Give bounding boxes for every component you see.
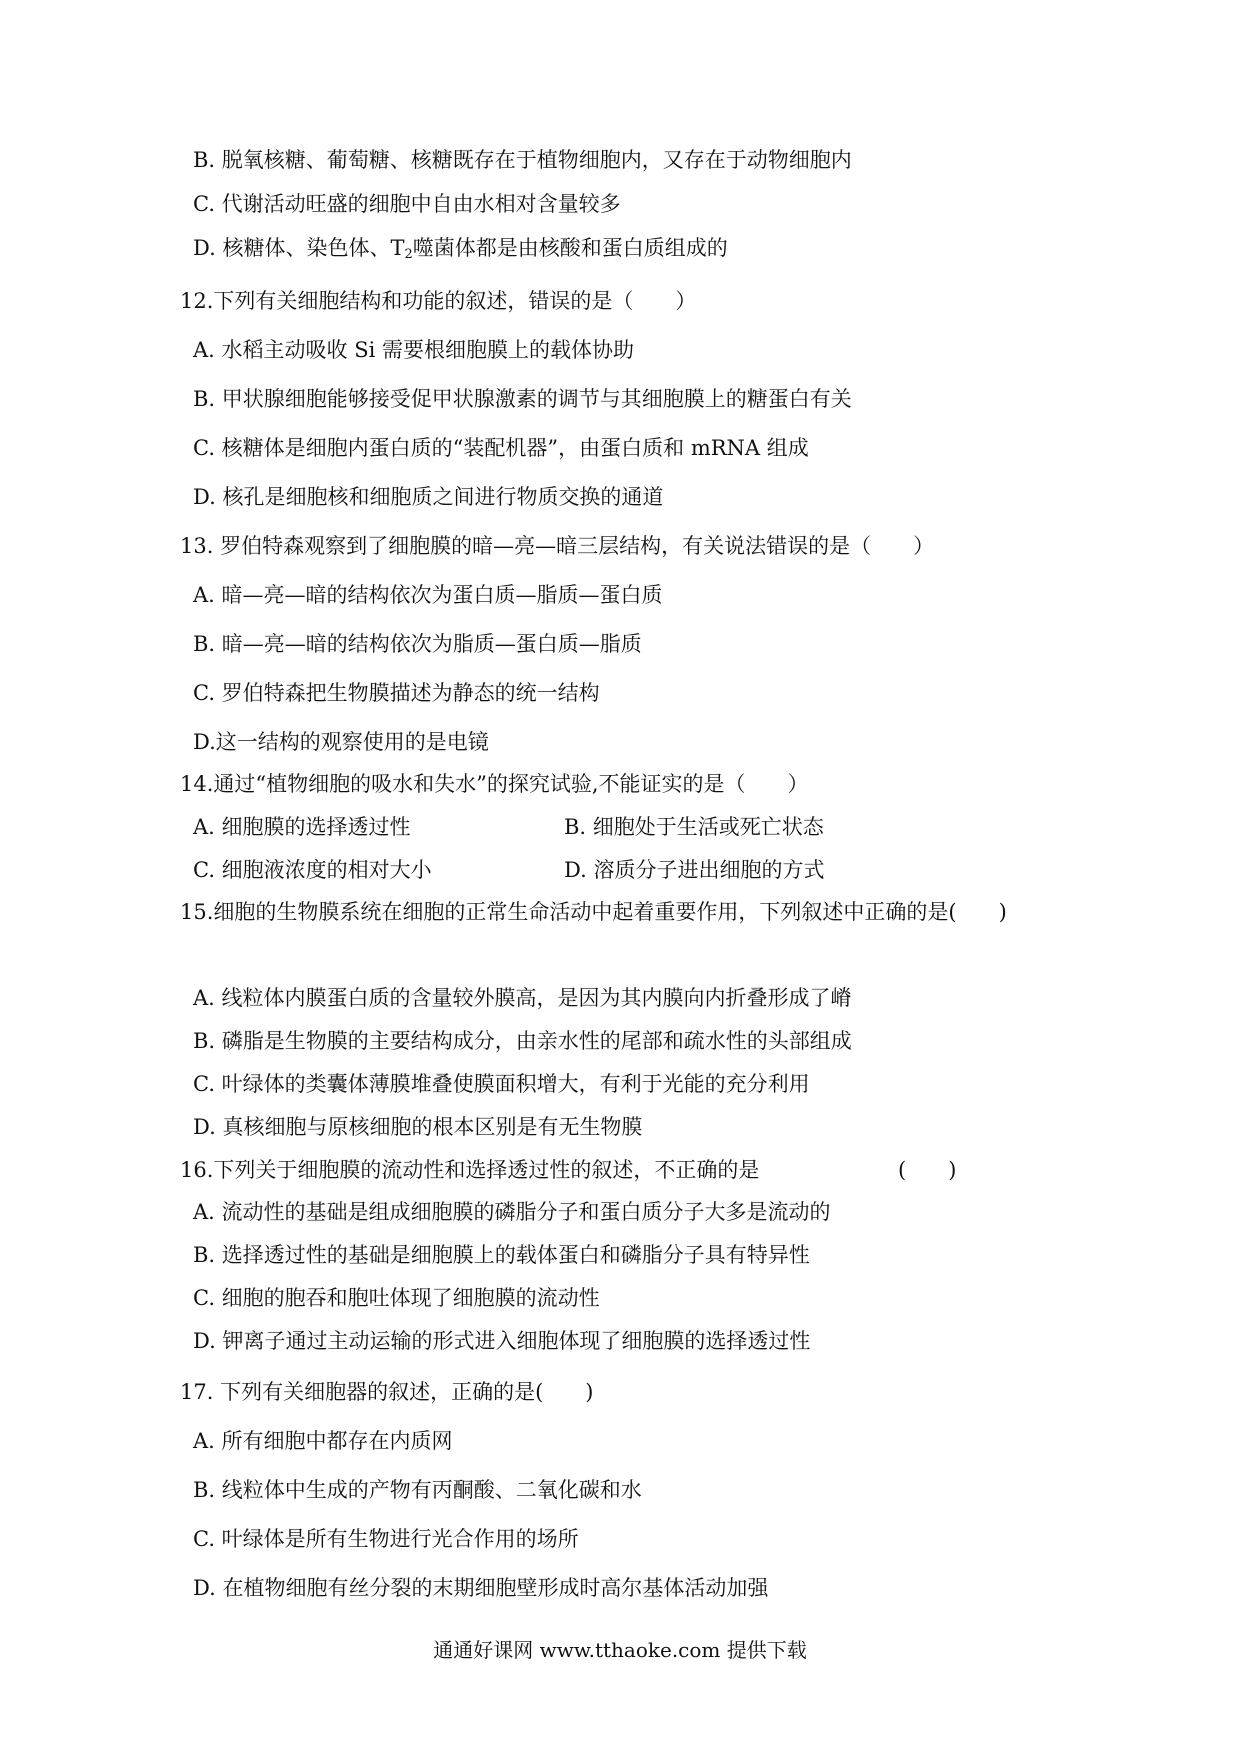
q15-option-d: D. 真核细胞与原核细胞的根本区别是有无生物膜 <box>193 1115 643 1139</box>
q16-answer-bracket: ( ) <box>898 1158 957 1182</box>
q12-option-c: C. 核糖体是细胞内蛋白质的“装配机器”，由蛋白质和 mRNA 组成 <box>193 436 809 460</box>
q16-option-b: B. 选择透过性的基础是细胞膜上的载体蛋白和磷脂分子具有特异性 <box>193 1243 810 1267</box>
q12-option-d: D. 核孔是细胞核和细胞质之间进行物质交换的通道 <box>193 485 664 509</box>
q15-option-c: C. 叶绿体的类囊体薄膜堆叠使膜面积增大，有利于光能的充分利用 <box>193 1072 810 1096</box>
q16-option-a: A. 流动性的基础是组成细胞膜的磷脂分子和蛋白质分子大多是流动的 <box>193 1200 831 1224</box>
q12-option-a: A. 水稻主动吸收 Si 需要根细胞膜上的载体协助 <box>193 338 634 362</box>
q15-option-b: B. 磷脂是生物膜的主要结构成分，由亲水性的尾部和疏水性的头部组成 <box>193 1029 852 1053</box>
q14-option-c: C. 细胞液浓度的相对大小 <box>193 858 432 882</box>
q11-option-c: C. 代谢活动旺盛的细胞中自由水相对含量较多 <box>193 192 621 216</box>
q17-option-d: D. 在植物细胞有丝分裂的末期细胞壁形成时高尔基体活动加强 <box>193 1576 769 1600</box>
q14-option-b: B. 细胞处于生活或死亡状态 <box>564 815 824 839</box>
q11-option-b: B. 脱氧核糖、葡萄糖、核糖既存在于植物细胞内，又存在于动物细胞内 <box>193 148 852 172</box>
q14-option-a: A. 细胞膜的选择透过性 <box>193 815 411 839</box>
q14-stem: 14.通过“植物细胞的吸水和失水”的探究试验,不能证实的是（ ） <box>180 772 809 796</box>
q12-stem: 12.下列有关细胞结构和功能的叙述，错误的是（ ） <box>180 289 697 313</box>
q16-option-d: D. 钾离子通过主动运输的形式进入细胞体现了细胞膜的选择透过性 <box>193 1329 811 1353</box>
q16-option-c: C. 细胞的胞吞和胞吐体现了细胞膜的流动性 <box>193 1286 600 1310</box>
q15-stem: 15.细胞的生物膜系统在细胞的正常生命活动中起着重要作用，下列叙述中正确的是( ) <box>180 900 1007 924</box>
q13-option-c: C. 罗伯特森把生物膜描述为静态的统一结构 <box>193 681 600 705</box>
page-footer: 通通好课网 www.tthaoke.com 提供下载 <box>433 1638 807 1662</box>
q16-stem: 16.下列关于细胞膜的流动性和选择透过性的叙述，不正确的是 <box>180 1158 760 1182</box>
q17-stem: 17. 下列有关细胞器的叙述，正确的是( ) <box>180 1380 594 1404</box>
q13-option-a: A. 暗—亮—暗的结构依次为蛋白质—脂质—蛋白质 <box>193 583 663 607</box>
q12-option-b: B. 甲状腺细胞能够接受促甲状腺激素的调节与其细胞膜上的糖蛋白有关 <box>193 387 852 411</box>
q17-option-b: B. 线粒体中生成的产物有丙酮酸、二氧化碳和水 <box>193 1478 642 1502</box>
q11-option-d: D. 核糖体、染色体、$T_2$噬菌体都是由核酸和蛋白质组成的 <box>193 236 728 262</box>
q14-option-d: D. 溶质分子进出细胞的方式 <box>564 858 825 882</box>
q17-option-a: A. 所有细胞中都存在内质网 <box>193 1429 453 1453</box>
q13-stem: 13. 罗伯特森观察到了细胞膜的暗—亮—暗三层结构，有关说法错误的是（ ） <box>180 534 935 558</box>
q17-option-c: C. 叶绿体是所有生物进行光合作用的场所 <box>193 1527 579 1551</box>
q13-option-d: D.这一结构的观察使用的是电镜 <box>193 730 489 754</box>
q15-option-a: A. 线粒体内膜蛋白质的含量较外膜高，是因为其内膜向内折叠形成了嵴 <box>193 986 852 1010</box>
q13-option-b: B. 暗—亮—暗的结构依次为脂质—蛋白质—脂质 <box>193 632 642 656</box>
